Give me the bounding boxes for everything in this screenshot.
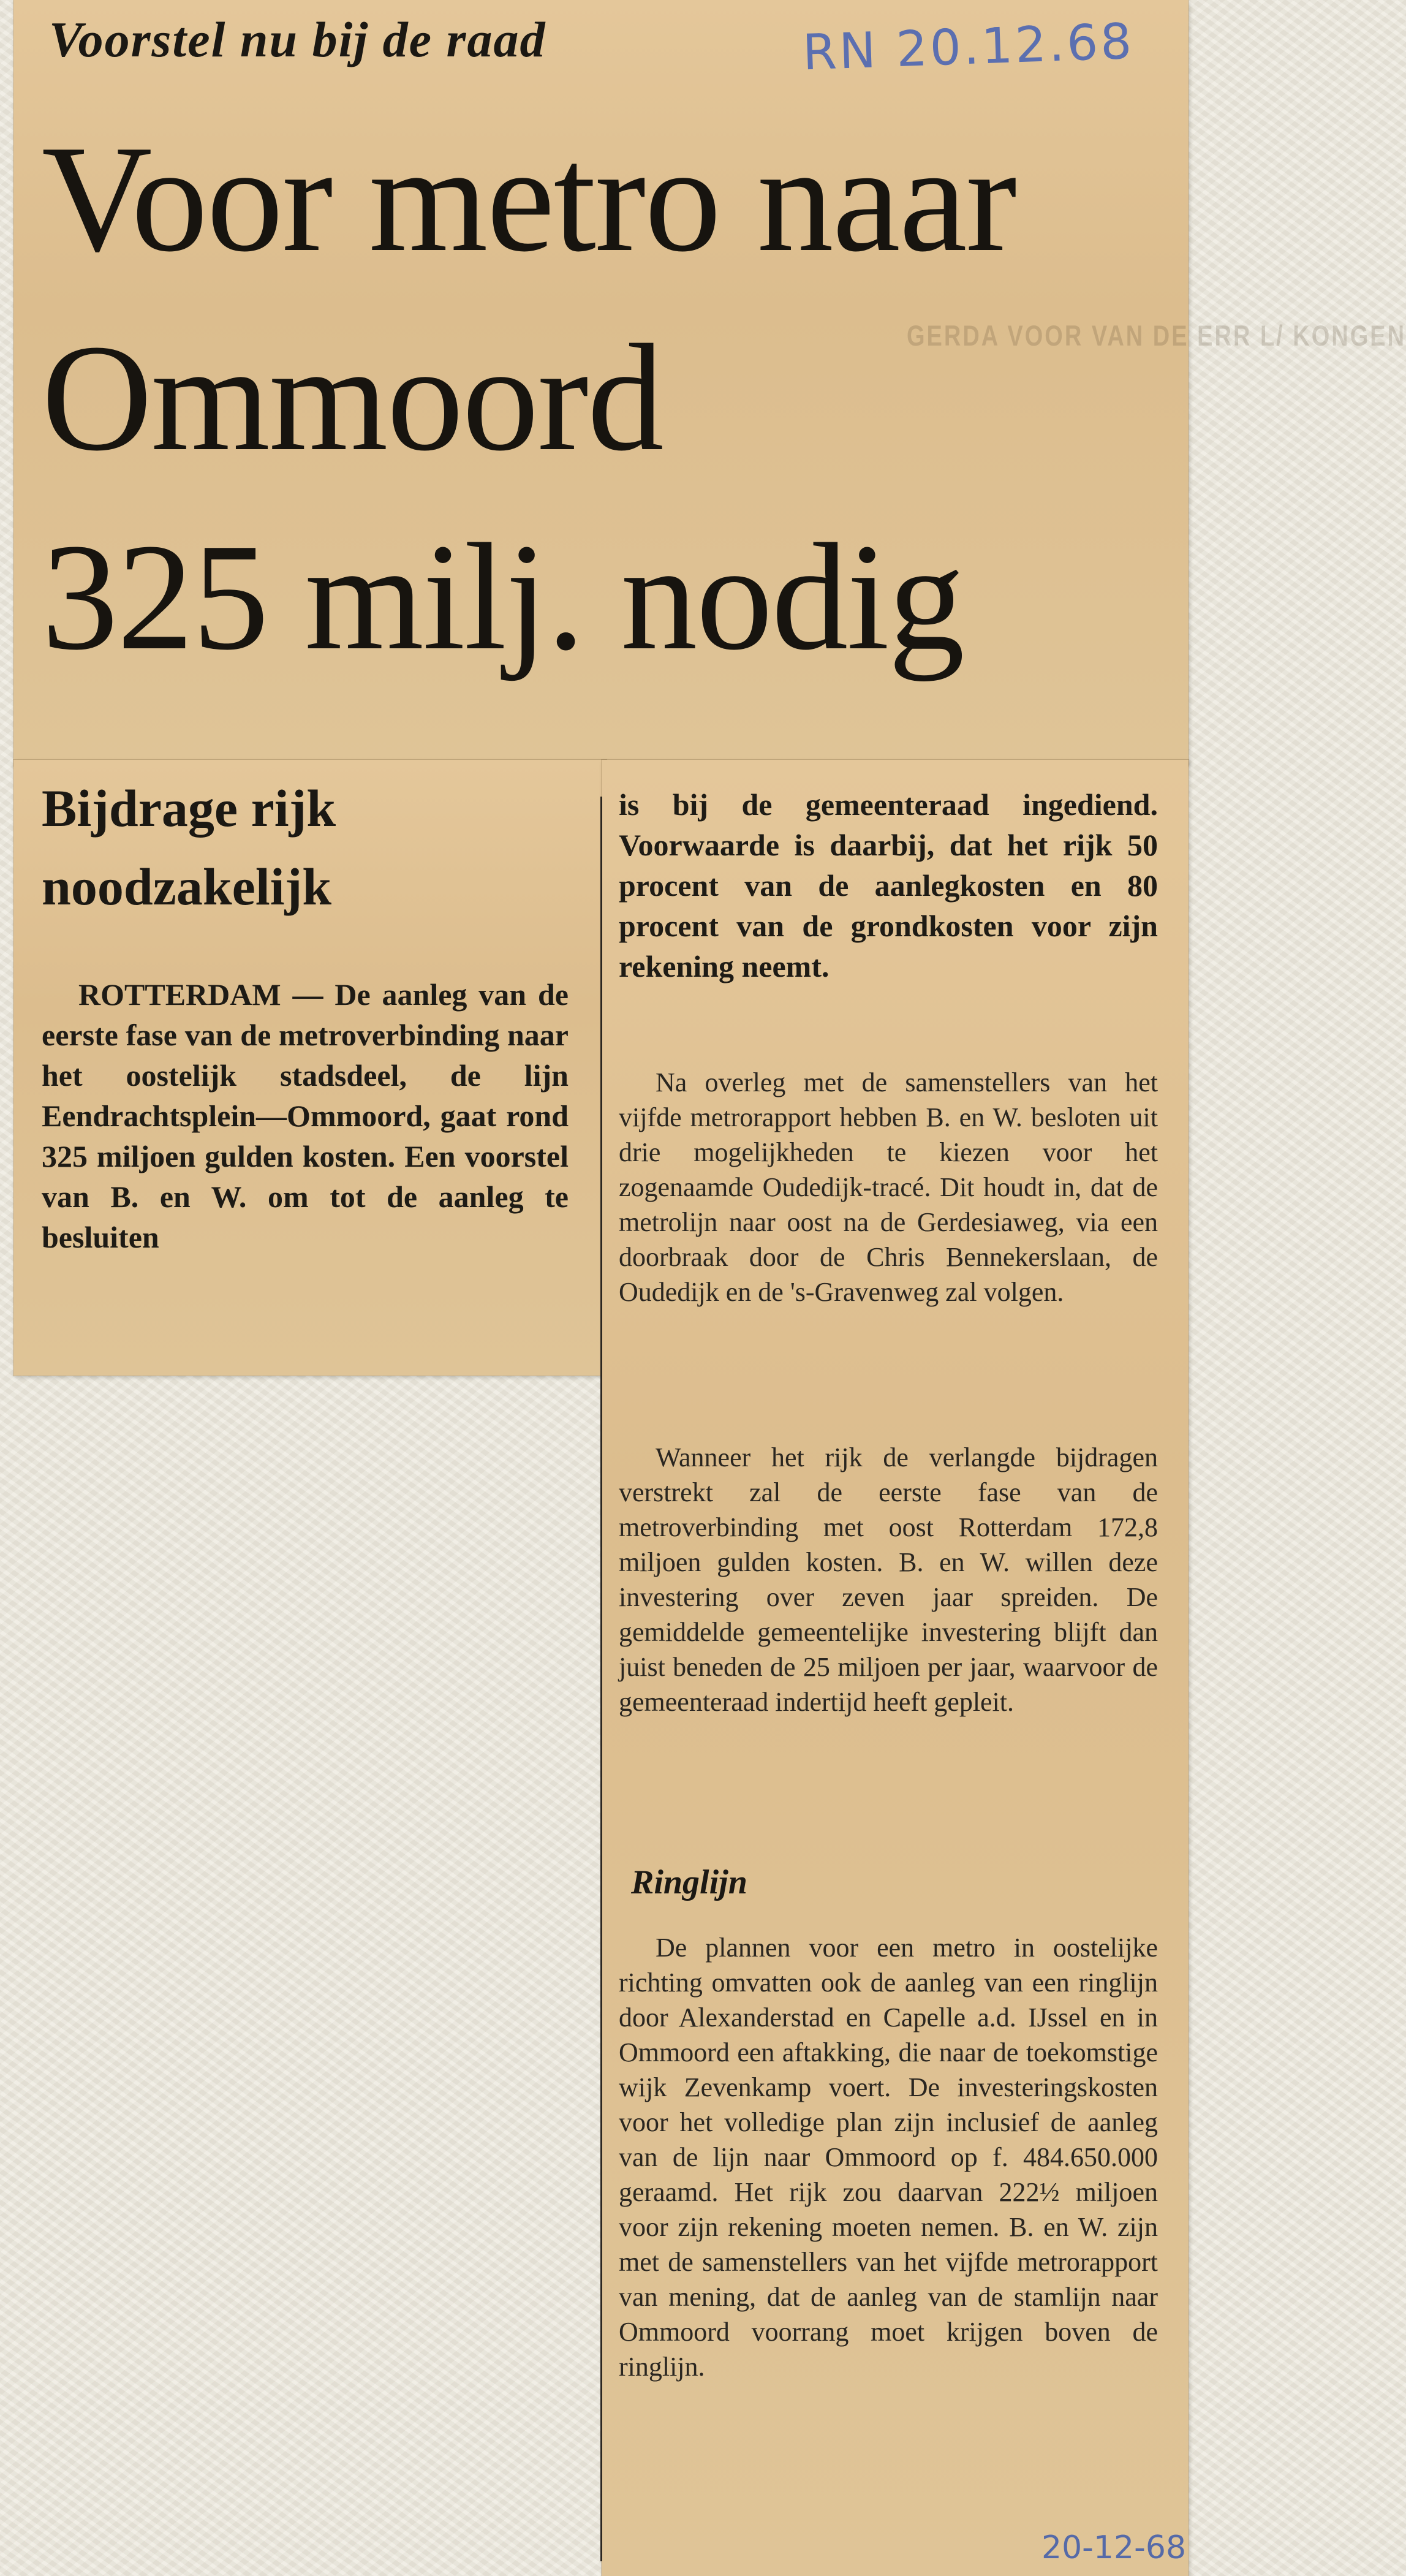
body-paragraph-costs: Wanneer het rijk de verlangde bijdragen verstrekt zal de eerste fase van de metroverbinding met oost Rotterdam 172,8 miljoen gulden kosten. B. en W. willen deze investering over zeven jaar spreiden. De gemiddelde gemeentelijke investering blijft dan juist beneden de 25 miljoen per jaar, waarvoor de gemeenteraad indertijd heeft gepleit.: [619, 1442, 1158, 1717]
body-paragraph-ringlijn: De plannen voor een metro in oostelijke richting omvatten ook de aanleg van een ringlijn door Alexanderstad en Capelle a.d. IJssel en in Ommoord een aftakking, die naar de toekomstige wijk Zevenkamp voert. De investeringskosten voor het volledige plan zijn inclusief de aanleg van de lijn naar Ommoord op f. 484.650.000 geraamd. Het rijk zou daarvan 222½ miljoen voor zijn rekening moeten nemen. B. en W. zijn met de samenstellers van het vijfde metrorapport van mening, dat de aanleg van de stamlijn naar Ommoord voorrang moet krijgen boven de ringlijn.: [619, 1933, 1158, 2382]
kicker-line: Voorstel nu bij de raad: [49, 12, 546, 67]
handwritten-archive-code: RN 20.12.68: [801, 12, 1135, 81]
handwritten-date: 20-12-68: [1041, 2529, 1187, 2566]
headline-line-2: Ommoord: [42, 313, 663, 483]
lead-paragraph-continued: is bij de gemeenteraad ingediend. Voorwaarde is daarbij, dat het rijk 50 procent van de aanlegkosten en 80 procent van de grondkosten voor zijn rekening neemt.: [619, 787, 1158, 983]
body-paragraph-tracé: Na overleg met de samenstellers van het vijfde metrorapport hebben B. en W. besloten uit drie mogelijkheden te kiezen voor het zogenaamde Oudedijk-tracé. Dit houdt in, dat de metrolijn naar oost na de Gerdesiaweg, via een doorbraak door de Chris Bennekerslaan, de Oudedijk en de 's-Gravenweg zal volgen.: [619, 1067, 1158, 1307]
show-through-text: GERDA VOOR VAN DE ERR L/ KONGEN: [907, 320, 1406, 353]
lead-paragraph: ROTTERDAM — De aanleg van de eerste fase van de metroverbinding naar het oostelijk stadsdeel, de lijn Eendrachtsplein—Ommoord, gaat rond 325 miljoen gulden kosten. Een voorstel van B. en W. om tot de aanleg te besluiten: [42, 977, 569, 1254]
subheadline: Bijdrage rijk noodzakelijk: [42, 779, 336, 916]
headline-line-1: Voor metro naar: [42, 114, 1016, 284]
column-divider: [600, 797, 602, 2561]
headline-line-3: 325 milj. nodig: [42, 512, 964, 682]
section-heading-ringlijn: Ringlijn: [631, 1863, 747, 1901]
